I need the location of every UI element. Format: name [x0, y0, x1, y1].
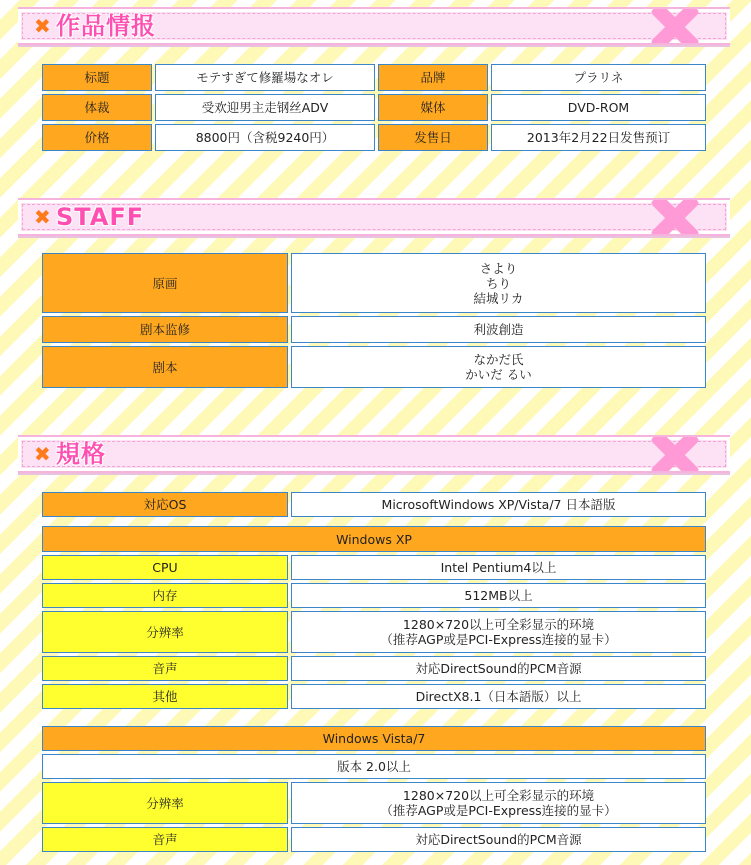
sound-value: 対応DirectSound的PCM音源 [291, 656, 706, 681]
cross-icon: ✖ [34, 14, 51, 38]
title-value: モテすぎて修羅場なオレ [155, 64, 375, 91]
genre-value: 受欢迎男主走钢丝ADV [155, 94, 375, 121]
script-label: 剧本 [42, 346, 288, 388]
other-value: DirectX8.1（日本語版）以上 [291, 684, 706, 709]
vista-header: Windows Vista/7 [42, 726, 706, 751]
art-value [291, 253, 706, 313]
decorative-x-icon [644, 435, 704, 473]
decorative-x-icon [644, 198, 704, 236]
section-title: 規格 [56, 440, 106, 468]
other-label: 其他 [42, 684, 288, 709]
res-line: （推荐AGP或是PCI-Express连接的显卡） [380, 632, 617, 647]
art-label: 原画 [42, 253, 288, 313]
os-value: MicrosoftWindows XP/Vista/7 日本語版 [291, 492, 706, 517]
staff-table [39, 250, 709, 391]
sound-label: 音声 [42, 827, 288, 852]
supervise-value: 利波創造 [291, 316, 706, 343]
cross-icon: ✖ [34, 442, 51, 466]
art-name: さより [479, 260, 518, 276]
section-banner-staff [18, 198, 730, 236]
res-line: 1280×720以上可全彩显示的环境 [402, 788, 595, 803]
release-value: 2013年2月22日发售预订 [491, 124, 706, 151]
script-value [291, 346, 706, 388]
xp-table [39, 523, 709, 712]
supervise-label: 剧本监修 [42, 316, 288, 343]
cpu-label: CPU [42, 555, 288, 580]
res-value [291, 782, 706, 824]
sound-label: 音声 [42, 656, 288, 681]
price-value: 8800円（含税9240円） [155, 124, 375, 151]
release-label: 发售日 [378, 124, 488, 151]
decorative-x-icon [644, 7, 704, 45]
res-label: 分辨率 [42, 611, 288, 653]
art-name: 結城リカ [473, 290, 524, 306]
media-value: DVD-ROM [491, 94, 706, 121]
media-label: 媒体 [378, 94, 488, 121]
price-label: 价格 [42, 124, 152, 151]
res-label: 分辨率 [42, 782, 288, 824]
version-value: 版本 2.0以上 [42, 754, 706, 779]
res-value [291, 611, 706, 653]
res-line: 1280×720以上可全彩显示的环境 [402, 617, 595, 632]
info-table [39, 61, 709, 154]
script-name: なかだ氏 [473, 352, 524, 367]
genre-label: 体裁 [42, 94, 152, 121]
res-line: （推荐AGP或是PCI-Express连接的显卡） [380, 803, 617, 818]
section-banner-info [18, 7, 730, 45]
mem-value: 512MB以上 [291, 583, 706, 608]
title-label: 标题 [42, 64, 152, 91]
cross-icon: ✖ [34, 205, 51, 229]
sound-value: 対応DirectSound的PCM音源 [291, 827, 706, 852]
brand-label: 品牌 [378, 64, 488, 91]
script-name: かいだ るい [465, 367, 532, 382]
os-label: 対応OS [42, 492, 288, 517]
xp-header: Windows XP [42, 526, 706, 552]
section-title: STAFF [56, 203, 145, 231]
brand-value: プラリネ [491, 64, 706, 91]
mem-label: 内存 [42, 583, 288, 608]
art-name: ちり [485, 275, 511, 291]
os-table [39, 489, 709, 520]
section-banner-spec [18, 435, 730, 473]
section-title: 作品情报 [56, 12, 156, 40]
cpu-value: Intel Pentium4以上 [291, 555, 706, 580]
vista-table [39, 723, 709, 855]
